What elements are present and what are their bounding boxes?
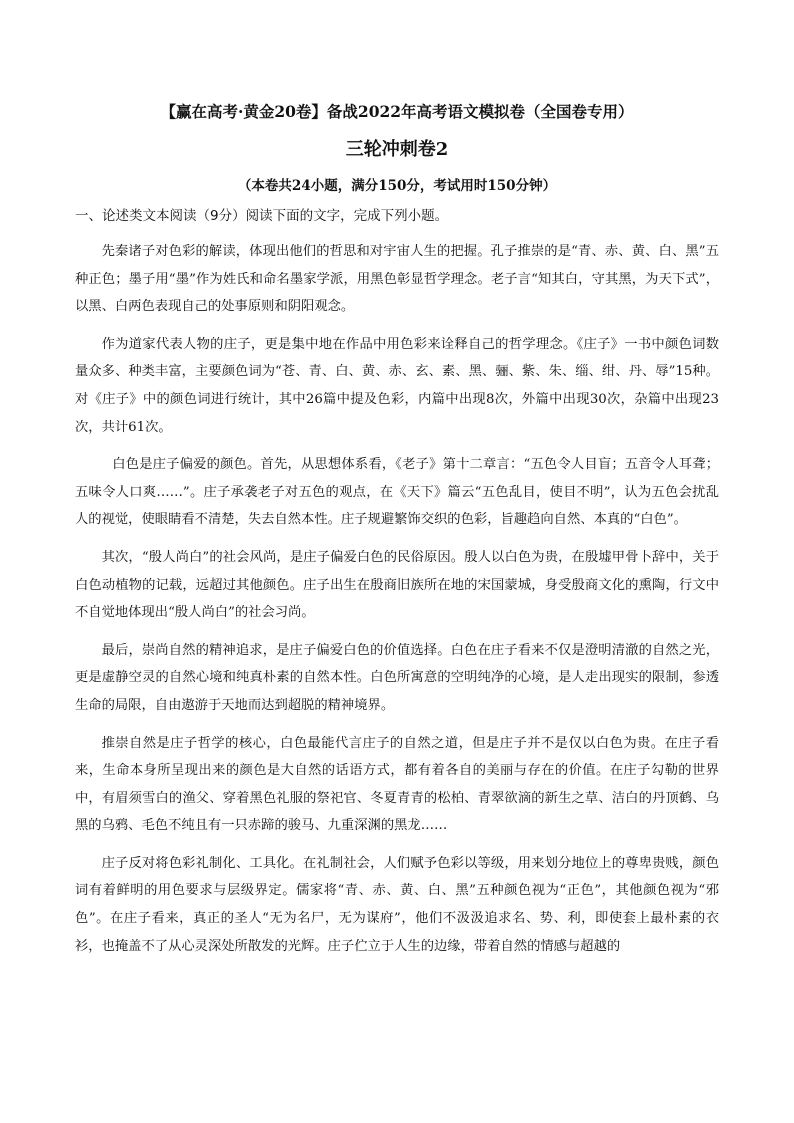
exam-subtitle: 三轮冲刺卷2: [345, 139, 449, 160]
passage-paragraph: 庄子反对将色彩礼制化、工具化。在礼制社会，人们赋予色彩以等级，用来划分地位上的尊卑贵贱，颜色词有着鲜明的用色要求与层级界定。儒家将“青、赤、黄、白、黑”五种颜色视为“正色”，其他颜色视为“邪色”。在庄子看来，真正的圣人“无为名尸，无为谋府”，他们不汲汲追求名、势、利，即使套上最朴素的衣衫，也掩盖不了从心灵深处所散发的光辉。庄子伫立于人生的边缘，带着自然的情感与超越的: [75, 855, 719, 954]
exam-note: （本卷共24小题，满分150分，考试用时150分钟）: [237, 178, 557, 194]
passage-paragraph: 先秦诸子对色彩的解读，体现出他们的哲思和对宇宙人生的把握。孔子推崇的是“青、赤、黄、白、黑”五种正色；墨子用“墨”作为姓氏和命名墨家学派，用黑色彰显哲学理念。老子言“知其白，守其黑，为天下式”，以黑、白两色表现自己的处事原则和阴阳观念。: [75, 244, 719, 315]
reading-passage: [75, 238, 719, 970]
section-heading: 一、论述类文本阅读（9分）阅读下面的文字，完成下列小题。: [75, 208, 449, 224]
passage-paragraph: 作为道家代表人物的庄子，更是集中地在作品中用色彩来诠释自己的哲学理念。《庄子》一书中颜色词数量众多、种类丰富，主要颜色词为“苍、青、白、黄、赤、玄、素、黑、骊、紫、朱、缁、绀、丹、辱”15种。对《庄子》中的颜色词进行统计，其中26篇中提及色彩，内篇中出现8次，外篇中出现30次，杂篇中出现23次，共计61次。: [75, 336, 719, 435]
passage-paragraph: 白色是庄子偏爱的颜色。首先，从思想体系看，《老子》第十二章言：“五色令人目盲；五音令人耳聋；五味令人口爽……”。庄子承袭老子对五色的观点，在《天下》篇云“五色乱目，使目不明”，认为五色会扰乱人的视觉，使眼睛看不清楚，失去自然本性。庄子规避繁饰交织的色彩，旨趣趋向自然、本真的“白色”。: [75, 457, 719, 528]
exam-title: 【赢在高考·黄金20卷】备战2022年高考语文模拟卷（全国卷专用）: [160, 102, 634, 121]
passage-paragraph: 推崇自然是庄子哲学的核心，白色最能代言庄子的自然之道，但是庄子并不是仅以白色为贵。在庄子看来，生命本身所呈现出来的颜色是大自然的话语方式，都有着各自的美丽与存在的价值。在庄子勾勒的世界中，有眉须雪白的渔父、穿着黑色礼服的祭祀官、冬夏青青的松柏、青翠欲滴的新生之草、洁白的丹顶鹤、乌黑的乌鸦、毛色不纯且有一只赤蹄的骏马、九重深渊的黑龙……: [75, 735, 719, 834]
passage-paragraph: 最后，崇尚自然的精神追求，是庄子偏爱白色的价值选择。白色在庄子看来不仅是澄明清澈的自然之光，更是虚静空灵的自然心境和纯真朴素的自然本性。白色所寓意的空明纯净的心境，是人走出现实的限制，参透生命的局限，自由遨游于天地而达到超脱的精神境界。: [75, 642, 719, 713]
passage-paragraph: 其次，“殷人尚白”的社会风尚，是庄子偏爱白色的民俗原因。殷人以白色为贵，在殷墟甲骨卜辞中，关于白色动植物的记载，远超过其他颜色。庄子出生在殷商旧族所在地的宋国蒙城，身受殷商文化的熏陶，行文中不自觉地体现出“殷人尚白”的社会习尚。: [75, 549, 719, 621]
